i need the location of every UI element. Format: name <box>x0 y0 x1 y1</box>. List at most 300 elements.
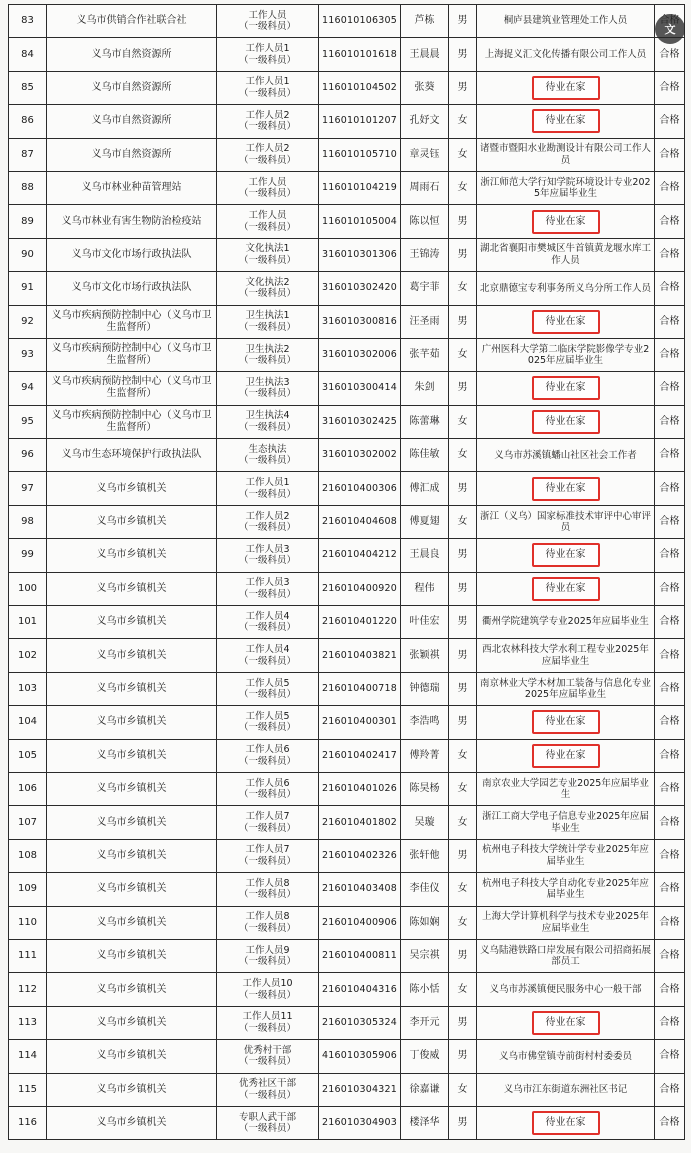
unit-cell: 义乌市自然资源所 <box>47 105 217 138</box>
position-cell: 工作人员3 （一级科员） <box>217 572 319 605</box>
name-cell: 朱剑 <box>401 372 449 405</box>
unit-cell: 义乌市自然资源所 <box>47 71 217 104</box>
table-row <box>9 572 685 605</box>
name-cell: 张芊茹 <box>401 338 449 371</box>
highlight-box: 待业在家 <box>532 210 600 234</box>
table-row <box>9 338 685 371</box>
position-cell: 生态执法 （一级科员） <box>217 439 319 472</box>
unit-cell: 义乌市乡镇机关 <box>47 706 217 739</box>
unit-cell: 义乌市乡镇机关 <box>47 505 217 538</box>
exam-number-cell: 316010302420 <box>319 272 401 305</box>
result-cell: 合格 <box>655 272 685 305</box>
name-cell: 陈蕾琳 <box>401 405 449 438</box>
exam-number-cell: 216010401220 <box>319 606 401 639</box>
gender-cell: 男 <box>449 1040 477 1073</box>
name-cell: 张葵 <box>401 71 449 104</box>
result-cell: 合格 <box>655 539 685 572</box>
unit-cell: 义乌市文化市场行政执法队 <box>47 272 217 305</box>
result-cell: 合格 <box>655 205 685 238</box>
unit-cell: 义乌市乡镇机关 <box>47 939 217 972</box>
exam-number-cell: 216010305324 <box>319 1006 401 1039</box>
table-row <box>9 973 685 1006</box>
table-row <box>9 38 685 71</box>
name-cell: 汪圣雨 <box>401 305 449 338</box>
gender-cell: 女 <box>449 105 477 138</box>
result-cell: 合格 <box>655 405 685 438</box>
work-unit-cell: 义乌市江东街道东洲社区书记 <box>477 1073 655 1106</box>
position-cell: 工作人员5 （一级科员） <box>217 706 319 739</box>
position-cell: 工作人员2 （一级科员） <box>217 505 319 538</box>
gender-cell: 男 <box>449 672 477 705</box>
exam-number-cell: 116010104219 <box>319 171 401 204</box>
result-cell: 合格 <box>655 806 685 839</box>
work-unit-cell <box>477 305 655 338</box>
result-cell: 合格 <box>655 1006 685 1039</box>
work-unit-cell: 衢州学院建筑学专业2025年应届毕业生 <box>477 606 655 639</box>
table-row <box>9 906 685 939</box>
row-number-cell: 116 <box>9 1106 47 1139</box>
position-cell: 卫生执法1 （一级科员） <box>217 305 319 338</box>
highlight-box: 待业在家 <box>532 410 600 434</box>
name-cell: 傅羚菁 <box>401 739 449 772</box>
row-number-cell: 94 <box>9 372 47 405</box>
highlight-box: 待业在家 <box>532 477 600 501</box>
unit-cell: 义乌市乡镇机关 <box>47 672 217 705</box>
work-unit-cell <box>477 739 655 772</box>
result-cell: 合格 <box>655 739 685 772</box>
name-cell: 芦栋 <box>401 5 449 38</box>
work-unit-cell <box>477 1106 655 1139</box>
table-row <box>9 5 685 38</box>
table-row <box>9 873 685 906</box>
gender-cell: 男 <box>449 606 477 639</box>
result-cell: 合格 <box>655 1073 685 1106</box>
gender-cell: 女 <box>449 272 477 305</box>
result-cell: 合格 <box>655 939 685 972</box>
position-cell: 工作人员1 （一级科员） <box>217 472 319 505</box>
work-unit-cell <box>477 405 655 438</box>
row-number-cell: 106 <box>9 772 47 805</box>
unit-cell: 义乌市乡镇机关 <box>47 606 217 639</box>
result-cell: 合格 <box>655 1040 685 1073</box>
row-number-cell: 91 <box>9 272 47 305</box>
result-cell: 合格 <box>655 873 685 906</box>
result-cell: 合格 <box>655 305 685 338</box>
position-cell: 工作人员9 （一级科员） <box>217 939 319 972</box>
name-cell: 楼泽华 <box>401 1106 449 1139</box>
row-number-cell: 90 <box>9 238 47 271</box>
table-row <box>9 472 685 505</box>
exam-number-cell: 216010400811 <box>319 939 401 972</box>
result-cell: 合格 <box>655 606 685 639</box>
result-cell: 合格 <box>655 1106 685 1139</box>
exam-number-cell: 216010400306 <box>319 472 401 505</box>
table-row <box>9 138 685 171</box>
position-cell: 专职人武干部 （一级科员） <box>217 1106 319 1139</box>
position-cell: 工作人员 （一级科员） <box>217 171 319 204</box>
name-cell: 章灵钰 <box>401 138 449 171</box>
exam-number-cell: 216010404608 <box>319 505 401 538</box>
work-unit-cell <box>477 205 655 238</box>
row-number-cell: 98 <box>9 505 47 538</box>
work-unit-cell: 义乌市佛堂镇寺前街村村委委员 <box>477 1040 655 1073</box>
row-number-cell: 101 <box>9 606 47 639</box>
result-cell: 合格 <box>655 171 685 204</box>
position-cell: 工作人员6 （一级科员） <box>217 739 319 772</box>
row-number-cell: 83 <box>9 5 47 38</box>
row-number-cell: 87 <box>9 138 47 171</box>
work-unit-cell <box>477 472 655 505</box>
table-row <box>9 205 685 238</box>
name-cell: 傅汇成 <box>401 472 449 505</box>
position-cell: 工作人员3 （一级科员） <box>217 539 319 572</box>
position-cell: 工作人员 （一级科员） <box>217 205 319 238</box>
table-row <box>9 1073 685 1106</box>
row-number-cell: 89 <box>9 205 47 238</box>
gender-cell: 男 <box>449 1106 477 1139</box>
row-number-cell: 104 <box>9 706 47 739</box>
row-number-cell: 100 <box>9 572 47 605</box>
table-row <box>9 1040 685 1073</box>
work-unit-cell: 义乌市苏溪镇蟠山社区社会工作者 <box>477 439 655 472</box>
position-cell: 优秀村干部 （一级科员） <box>217 1040 319 1073</box>
position-cell: 工作人员5 （一级科员） <box>217 672 319 705</box>
work-unit-cell: 上海捉义汇文化传播有限公司工作人员 <box>477 38 655 71</box>
gender-cell: 女 <box>449 138 477 171</box>
unit-cell: 义乌市疾病预防控制中心（义乌市卫生监督所） <box>47 372 217 405</box>
gender-cell: 女 <box>449 439 477 472</box>
position-cell: 优秀社区干部 （一级科员） <box>217 1073 319 1106</box>
gender-cell: 男 <box>449 572 477 605</box>
work-unit-cell: 桐庐县建筑业管理处工作人员 <box>477 5 655 38</box>
highlight-box: 待业在家 <box>532 310 600 334</box>
unit-cell: 义乌市乡镇机关 <box>47 772 217 805</box>
work-unit-cell: 义乌市苏溪镇便民服务中心一般干部 <box>477 973 655 1006</box>
work-unit-cell: 浙江师范大学行知学院环境设计专业2025年应届毕业生 <box>477 171 655 204</box>
name-cell: 孔妤文 <box>401 105 449 138</box>
gender-cell: 女 <box>449 906 477 939</box>
exam-number-cell: 116010104502 <box>319 71 401 104</box>
result-cell: 合格 <box>655 238 685 271</box>
gender-cell: 男 <box>449 238 477 271</box>
name-cell: 傅夏翅 <box>401 505 449 538</box>
exam-number-cell: 116010101207 <box>319 105 401 138</box>
gender-cell: 女 <box>449 806 477 839</box>
unit-cell: 义乌市乡镇机关 <box>47 806 217 839</box>
work-unit-cell: 诸暨市暨阳水业勘测设计有限公司工作人员 <box>477 138 655 171</box>
work-unit-cell: 上海大学计算机科学与技术专业2025年应届毕业生 <box>477 906 655 939</box>
exam-number-cell: 316010301306 <box>319 238 401 271</box>
gender-cell: 男 <box>449 205 477 238</box>
unit-cell: 义乌市乡镇机关 <box>47 472 217 505</box>
highlight-box: 待业在家 <box>532 577 600 601</box>
gender-cell: 女 <box>449 973 477 1006</box>
highlight-box: 待业在家 <box>532 1111 600 1135</box>
row-number-cell: 113 <box>9 1006 47 1039</box>
copy-text-icon: 文 <box>664 23 676 36</box>
name-cell: 徐嘉谦 <box>401 1073 449 1106</box>
position-cell: 卫生执法2 （一级科员） <box>217 338 319 371</box>
position-cell: 工作人员8 （一级科员） <box>217 906 319 939</box>
gender-cell: 女 <box>449 171 477 204</box>
exam-number-cell: 316010300816 <box>319 305 401 338</box>
result-cell: 合格 <box>655 906 685 939</box>
exam-number-cell: 316010300414 <box>319 372 401 405</box>
table-row <box>9 672 685 705</box>
exam-number-cell: 116010101618 <box>319 38 401 71</box>
name-cell: 程伟 <box>401 572 449 605</box>
unit-cell: 义乌市自然资源所 <box>47 38 217 71</box>
exam-number-cell: 216010402417 <box>319 739 401 772</box>
exam-number-cell: 116010105710 <box>319 138 401 171</box>
unit-cell: 义乌市自然资源所 <box>47 138 217 171</box>
table-row <box>9 505 685 538</box>
unit-cell: 义乌市乡镇机关 <box>47 906 217 939</box>
highlight-box: 待业在家 <box>532 76 600 100</box>
table-row <box>9 405 685 438</box>
exam-number-cell: 416010305906 <box>319 1040 401 1073</box>
work-unit-cell <box>477 539 655 572</box>
row-number-cell: 92 <box>9 305 47 338</box>
table-row <box>9 272 685 305</box>
exam-number-cell: 216010404212 <box>319 539 401 572</box>
work-unit-cell: 浙江（义乌）国家标准技术审评中心审评员 <box>477 505 655 538</box>
table-row <box>9 706 685 739</box>
copy-text-button[interactable] <box>655 14 685 44</box>
exam-number-cell: 116010105004 <box>319 205 401 238</box>
work-unit-cell: 广州医科大学第二临床学院影像学专业2025年应届毕业生 <box>477 338 655 371</box>
name-cell: 王锦涛 <box>401 238 449 271</box>
position-cell: 文化执法2 （一级科员） <box>217 272 319 305</box>
row-number-cell: 107 <box>9 806 47 839</box>
row-number-cell: 105 <box>9 739 47 772</box>
row-number-cell: 108 <box>9 839 47 872</box>
gender-cell: 男 <box>449 372 477 405</box>
unit-cell: 义乌市乡镇机关 <box>47 873 217 906</box>
unit-cell: 义乌市乡镇机关 <box>47 639 217 672</box>
table-row <box>9 1006 685 1039</box>
name-cell: 吴璇 <box>401 806 449 839</box>
name-cell: 陈如娴 <box>401 906 449 939</box>
position-cell: 工作人员 （一级科员） <box>217 5 319 38</box>
row-number-cell: 97 <box>9 472 47 505</box>
exam-number-cell: 216010401026 <box>319 772 401 805</box>
row-number-cell: 112 <box>9 973 47 1006</box>
unit-cell: 义乌市乡镇机关 <box>47 739 217 772</box>
row-number-cell: 95 <box>9 405 47 438</box>
work-unit-cell: 南京农业大学园艺专业2025年应届毕业生 <box>477 772 655 805</box>
table-row <box>9 238 685 271</box>
unit-cell: 义乌市乡镇机关 <box>47 1073 217 1106</box>
gender-cell: 女 <box>449 338 477 371</box>
table-row <box>9 71 685 104</box>
table-row <box>9 639 685 672</box>
row-number-cell: 110 <box>9 906 47 939</box>
work-unit-cell <box>477 572 655 605</box>
position-cell: 工作人员7 （一级科员） <box>217 839 319 872</box>
name-cell: 葛宇菲 <box>401 272 449 305</box>
exam-number-cell: 216010304321 <box>319 1073 401 1106</box>
unit-cell: 义乌市乡镇机关 <box>47 572 217 605</box>
position-cell: 工作人员7 （一级科员） <box>217 806 319 839</box>
row-number-cell: 96 <box>9 439 47 472</box>
name-cell: 丁俊威 <box>401 1040 449 1073</box>
highlight-box: 待业在家 <box>532 109 600 133</box>
results-table <box>8 4 685 1140</box>
position-cell: 工作人员2 （一级科员） <box>217 138 319 171</box>
result-cell: 合格 <box>655 472 685 505</box>
name-cell: 周雨石 <box>401 171 449 204</box>
highlight-box: 待业在家 <box>532 376 600 400</box>
work-unit-cell: 湖北省襄阳市樊城区牛首镇黄龙堰水库工作人员 <box>477 238 655 271</box>
table-row <box>9 806 685 839</box>
work-unit-cell: 北京鼎德宝专利事务所义乌分所工作人员 <box>477 272 655 305</box>
name-cell: 王晨良 <box>401 539 449 572</box>
unit-cell: 义乌市文化市场行政执法队 <box>47 238 217 271</box>
row-number-cell: 115 <box>9 1073 47 1106</box>
unit-cell: 义乌市疾病预防控制中心（义乌市卫生监督所） <box>47 338 217 371</box>
gender-cell: 男 <box>449 38 477 71</box>
work-unit-cell: 杭州电子科技大学自动化专业2025年应届毕业生 <box>477 873 655 906</box>
highlight-box: 待业在家 <box>532 744 600 768</box>
result-cell: 合格 <box>655 38 685 71</box>
name-cell: 钟德瑞 <box>401 672 449 705</box>
name-cell: 叶佳宏 <box>401 606 449 639</box>
exam-number-cell: 216010400906 <box>319 906 401 939</box>
work-unit-cell <box>477 71 655 104</box>
gender-cell: 女 <box>449 873 477 906</box>
position-cell: 卫生执法4 （一级科员） <box>217 405 319 438</box>
position-cell: 工作人员10 （一级科员） <box>217 973 319 1006</box>
exam-number-cell: 316010302425 <box>319 405 401 438</box>
gender-cell: 男 <box>449 839 477 872</box>
exam-number-cell: 216010304903 <box>319 1106 401 1139</box>
table-row <box>9 1106 685 1139</box>
unit-cell: 义乌市林业有害生物防治检疫站 <box>47 205 217 238</box>
gender-cell: 男 <box>449 539 477 572</box>
unit-cell: 义乌市乡镇机关 <box>47 1106 217 1139</box>
exam-number-cell: 216010400920 <box>319 572 401 605</box>
row-number-cell: 103 <box>9 672 47 705</box>
row-number-cell: 85 <box>9 71 47 104</box>
name-cell: 张轩他 <box>401 839 449 872</box>
position-cell: 工作人员11 （一级科员） <box>217 1006 319 1039</box>
position-cell: 工作人员1 （一级科员） <box>217 71 319 104</box>
unit-cell: 义乌市乡镇机关 <box>47 839 217 872</box>
highlight-box: 待业在家 <box>532 543 600 567</box>
row-number-cell: 88 <box>9 171 47 204</box>
name-cell: 李佳仪 <box>401 873 449 906</box>
gender-cell: 女 <box>449 405 477 438</box>
work-unit-cell: 南京林业大学木材加工装备与信息化专业2025年应届毕业生 <box>477 672 655 705</box>
gender-cell: 女 <box>449 772 477 805</box>
work-unit-cell: 杭州电子科技大学统计学专业2025年应届毕业生 <box>477 839 655 872</box>
row-number-cell: 102 <box>9 639 47 672</box>
highlight-box: 待业在家 <box>532 1011 600 1035</box>
work-unit-cell <box>477 372 655 405</box>
row-number-cell: 99 <box>9 539 47 572</box>
result-cell: 合格 <box>655 372 685 405</box>
exam-number-cell: 216010401802 <box>319 806 401 839</box>
table-row <box>9 939 685 972</box>
exam-number-cell: 216010400718 <box>319 672 401 705</box>
position-cell: 工作人员4 （一级科员） <box>217 639 319 672</box>
work-unit-cell <box>477 105 655 138</box>
unit-cell: 义乌市疾病预防控制中心（义乌市卫生监督所） <box>47 405 217 438</box>
table-body <box>9 5 685 1140</box>
position-cell: 工作人员6 （一级科员） <box>217 772 319 805</box>
work-unit-cell: 西北农林科技大学水利工程专业2025年应届毕业生 <box>477 639 655 672</box>
position-cell: 文化执法1 （一级科员） <box>217 238 319 271</box>
table-row <box>9 539 685 572</box>
result-cell: 合格 <box>655 505 685 538</box>
unit-cell: 义乌市乡镇机关 <box>47 1040 217 1073</box>
name-cell: 陈佳敏 <box>401 439 449 472</box>
table-row <box>9 171 685 204</box>
result-cell: 合格 <box>655 839 685 872</box>
gender-cell: 女 <box>449 505 477 538</box>
exam-number-cell: 316010302006 <box>319 338 401 371</box>
name-cell: 陈昊杨 <box>401 772 449 805</box>
name-cell: 陈以恒 <box>401 205 449 238</box>
gender-cell: 男 <box>449 5 477 38</box>
result-cell: 合格 <box>655 338 685 371</box>
unit-cell: 义乌市林业种苗管理站 <box>47 171 217 204</box>
name-cell: 张颖祺 <box>401 639 449 672</box>
name-cell: 李浩鸣 <box>401 706 449 739</box>
exam-number-cell: 316010302002 <box>319 439 401 472</box>
highlight-box: 待业在家 <box>532 710 600 734</box>
gender-cell: 男 <box>449 1006 477 1039</box>
gender-cell: 男 <box>449 706 477 739</box>
table-row <box>9 372 685 405</box>
result-cell: 合格 <box>655 706 685 739</box>
table-row <box>9 105 685 138</box>
position-cell: 卫生执法3 （一级科员） <box>217 372 319 405</box>
row-number-cell: 114 <box>9 1040 47 1073</box>
unit-cell: 义乌市疾病预防控制中心（义乌市卫生监督所） <box>47 305 217 338</box>
work-unit-cell: 义乌陆港铁路口岸发展有限公司招商拓展部员工 <box>477 939 655 972</box>
exam-number-cell: 216010403821 <box>319 639 401 672</box>
result-cell: 合格 <box>655 973 685 1006</box>
exam-number-cell: 216010403408 <box>319 873 401 906</box>
work-unit-cell <box>477 706 655 739</box>
work-unit-cell: 浙江工商大学电子信息专业2025年应届毕业生 <box>477 806 655 839</box>
result-cell: 合格 <box>655 672 685 705</box>
result-cell: 合格 <box>655 138 685 171</box>
position-cell: 工作人员4 （一级科员） <box>217 606 319 639</box>
work-unit-cell <box>477 1006 655 1039</box>
position-cell: 工作人员1 （一级科员） <box>217 38 319 71</box>
result-cell: 合格 <box>655 772 685 805</box>
row-number-cell: 111 <box>9 939 47 972</box>
gender-cell: 男 <box>449 472 477 505</box>
gender-cell: 女 <box>449 1073 477 1106</box>
unit-cell: 义乌市乡镇机关 <box>47 973 217 1006</box>
name-cell: 王晨晨 <box>401 38 449 71</box>
unit-cell: 义乌市乡镇机关 <box>47 539 217 572</box>
table-row <box>9 772 685 805</box>
exam-number-cell: 216010404316 <box>319 973 401 1006</box>
exam-number-cell: 216010402326 <box>319 839 401 872</box>
unit-cell: 义乌市乡镇机关 <box>47 1006 217 1039</box>
position-cell: 工作人员2 （一级科员） <box>217 105 319 138</box>
position-cell: 工作人员8 （一级科员） <box>217 873 319 906</box>
gender-cell: 女 <box>449 739 477 772</box>
row-number-cell: 84 <box>9 38 47 71</box>
result-cell: 合格 <box>655 105 685 138</box>
table-row <box>9 305 685 338</box>
